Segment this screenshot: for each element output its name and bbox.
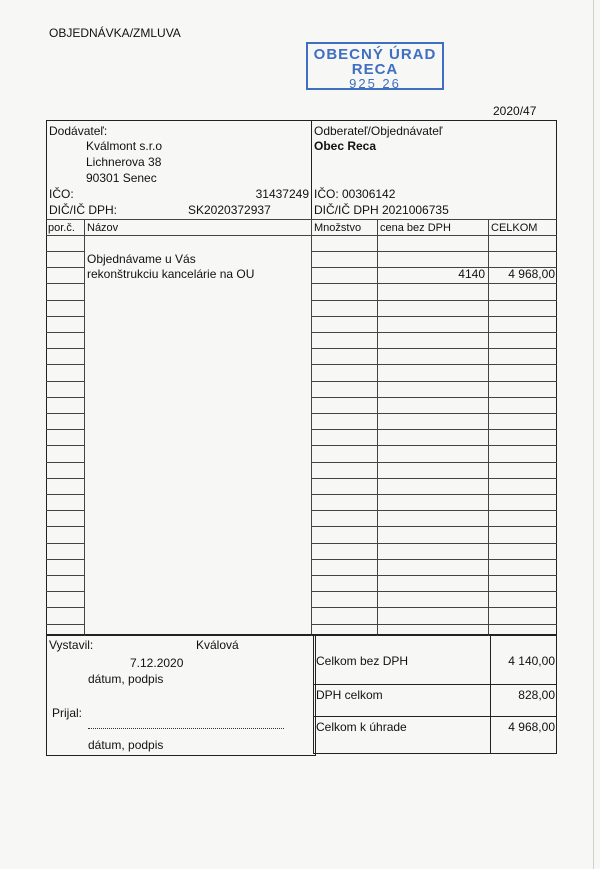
item-description-line-1: Objednávame u Vás [87, 252, 196, 266]
customer-name: Obec Reca [314, 139, 377, 153]
table-row-line [311, 526, 557, 527]
header-total: CELKOM [491, 222, 538, 234]
table-row-line [46, 510, 84, 511]
table-row-line [311, 575, 557, 576]
table-row-line [46, 283, 84, 284]
total-due-label: Celkom k úhrade [316, 720, 407, 734]
table-row-line [311, 300, 557, 301]
vat-amount: 828,00 [518, 688, 555, 702]
supplier-ico-label: IČO: [49, 187, 74, 201]
date-sign-caption-1: dátum, podpis [88, 672, 164, 686]
item-price: 4140 [458, 267, 485, 281]
table-row-line [311, 283, 557, 284]
table-row-line [311, 559, 557, 560]
stamp-line-3: 925 26 [349, 76, 401, 91]
header-name: Názov [87, 222, 119, 234]
table-row-line [46, 267, 84, 268]
supplier-city: 90301 Senec [86, 171, 157, 185]
table-row-line [46, 607, 84, 608]
table-row-line [311, 381, 557, 382]
supplier-name: Kválmont s.r.o [86, 139, 163, 153]
col-divider-price [488, 219, 489, 636]
table-row-line [311, 510, 557, 511]
office-stamp [306, 42, 444, 90]
vat-label: DPH celkom [316, 688, 383, 702]
table-row-line [311, 348, 557, 349]
totals-line-1 [313, 684, 557, 685]
stamp-line-2: RECA [351, 61, 399, 78]
table-row-line [311, 462, 557, 463]
order-number: 2020/47 [493, 104, 537, 118]
table-row-line [311, 624, 557, 625]
customer-label: Odberateľ/Objednávateľ [314, 124, 443, 138]
header-qty: Množstvo [314, 222, 362, 234]
issued-by: Kválová [196, 638, 239, 652]
table-row-line [311, 543, 557, 544]
table-row-line [46, 381, 84, 382]
table-row-line [311, 316, 557, 317]
table-row-line [46, 624, 84, 625]
col-divider-qty [377, 219, 378, 636]
table-row-line [311, 332, 557, 333]
table-row-line [46, 478, 84, 479]
document-title: OBJEDNÁVKA/ZMLUVA [49, 26, 181, 40]
table-row-line [311, 364, 557, 365]
table-row-line [311, 591, 557, 592]
table-row-line [311, 397, 557, 398]
signature-line [88, 728, 284, 729]
stamp-line-1: OBECNÝ ÚRAD [313, 46, 437, 63]
total-due: 4 968,00 [508, 720, 555, 734]
customer-ico: IČO: 00306142 [314, 187, 396, 201]
signature-box [46, 634, 316, 756]
total-without-vat: 4 140,00 [508, 654, 555, 668]
table-row-line [46, 575, 84, 576]
header-row-line [46, 235, 557, 236]
table-row-line [46, 300, 84, 301]
items-table [46, 219, 557, 636]
table-row-line [311, 607, 557, 608]
table-row-line [46, 543, 84, 544]
parties-divider [311, 120, 312, 220]
col-divider-name [311, 219, 312, 636]
table-row-line [46, 429, 84, 430]
date-sign-caption-2: dátum, podpis [88, 738, 164, 752]
total-without-vat-label: Celkom bez DPH [316, 654, 409, 668]
table-row-line [311, 429, 557, 430]
customer-dic: DIČ/IČ DPH 2021006735 [314, 203, 449, 217]
header-num: por.č. [48, 222, 75, 234]
table-row-line [46, 364, 84, 365]
item-description-line-2: rekonštrukciu kancelárie na OU [87, 267, 255, 281]
table-row-line [46, 559, 84, 560]
table-row-line [46, 462, 84, 463]
parties-box [46, 120, 557, 220]
supplier-dic-label: DIČ/IČ DPH: [49, 203, 118, 217]
table-row-line [311, 413, 557, 414]
table-row-line [46, 445, 84, 446]
header-price: cena bez DPH [380, 222, 451, 234]
supplier-label: Dodávateľ: [49, 124, 108, 138]
item-total: 4 968,00 [508, 267, 555, 281]
table-row-line [46, 332, 84, 333]
table-row-line [46, 316, 84, 317]
table-row-line [46, 413, 84, 414]
table-row-line [311, 445, 557, 446]
col-divider-num [84, 219, 85, 636]
supplier-street: Lichnerova 38 [86, 155, 162, 169]
table-row-line [311, 494, 557, 495]
received-label: Prijal: [52, 706, 83, 720]
table-row-line [46, 348, 84, 349]
issued-label: Vystavil: [49, 638, 94, 652]
table-row-line [46, 591, 84, 592]
totals-divider [490, 634, 491, 754]
totals-line-2 [313, 716, 557, 717]
table-row-line [46, 526, 84, 527]
page-edge [593, 0, 594, 869]
supplier-ico: 31437249 [255, 187, 309, 201]
table-row-line [46, 494, 84, 495]
table-row-line [46, 397, 84, 398]
table-row-line [311, 251, 557, 252]
issue-date: 7.12.2020 [130, 656, 184, 670]
supplier-dic: SK2020372937 [188, 203, 271, 217]
table-row-line [46, 251, 84, 252]
table-row-line [311, 478, 557, 479]
